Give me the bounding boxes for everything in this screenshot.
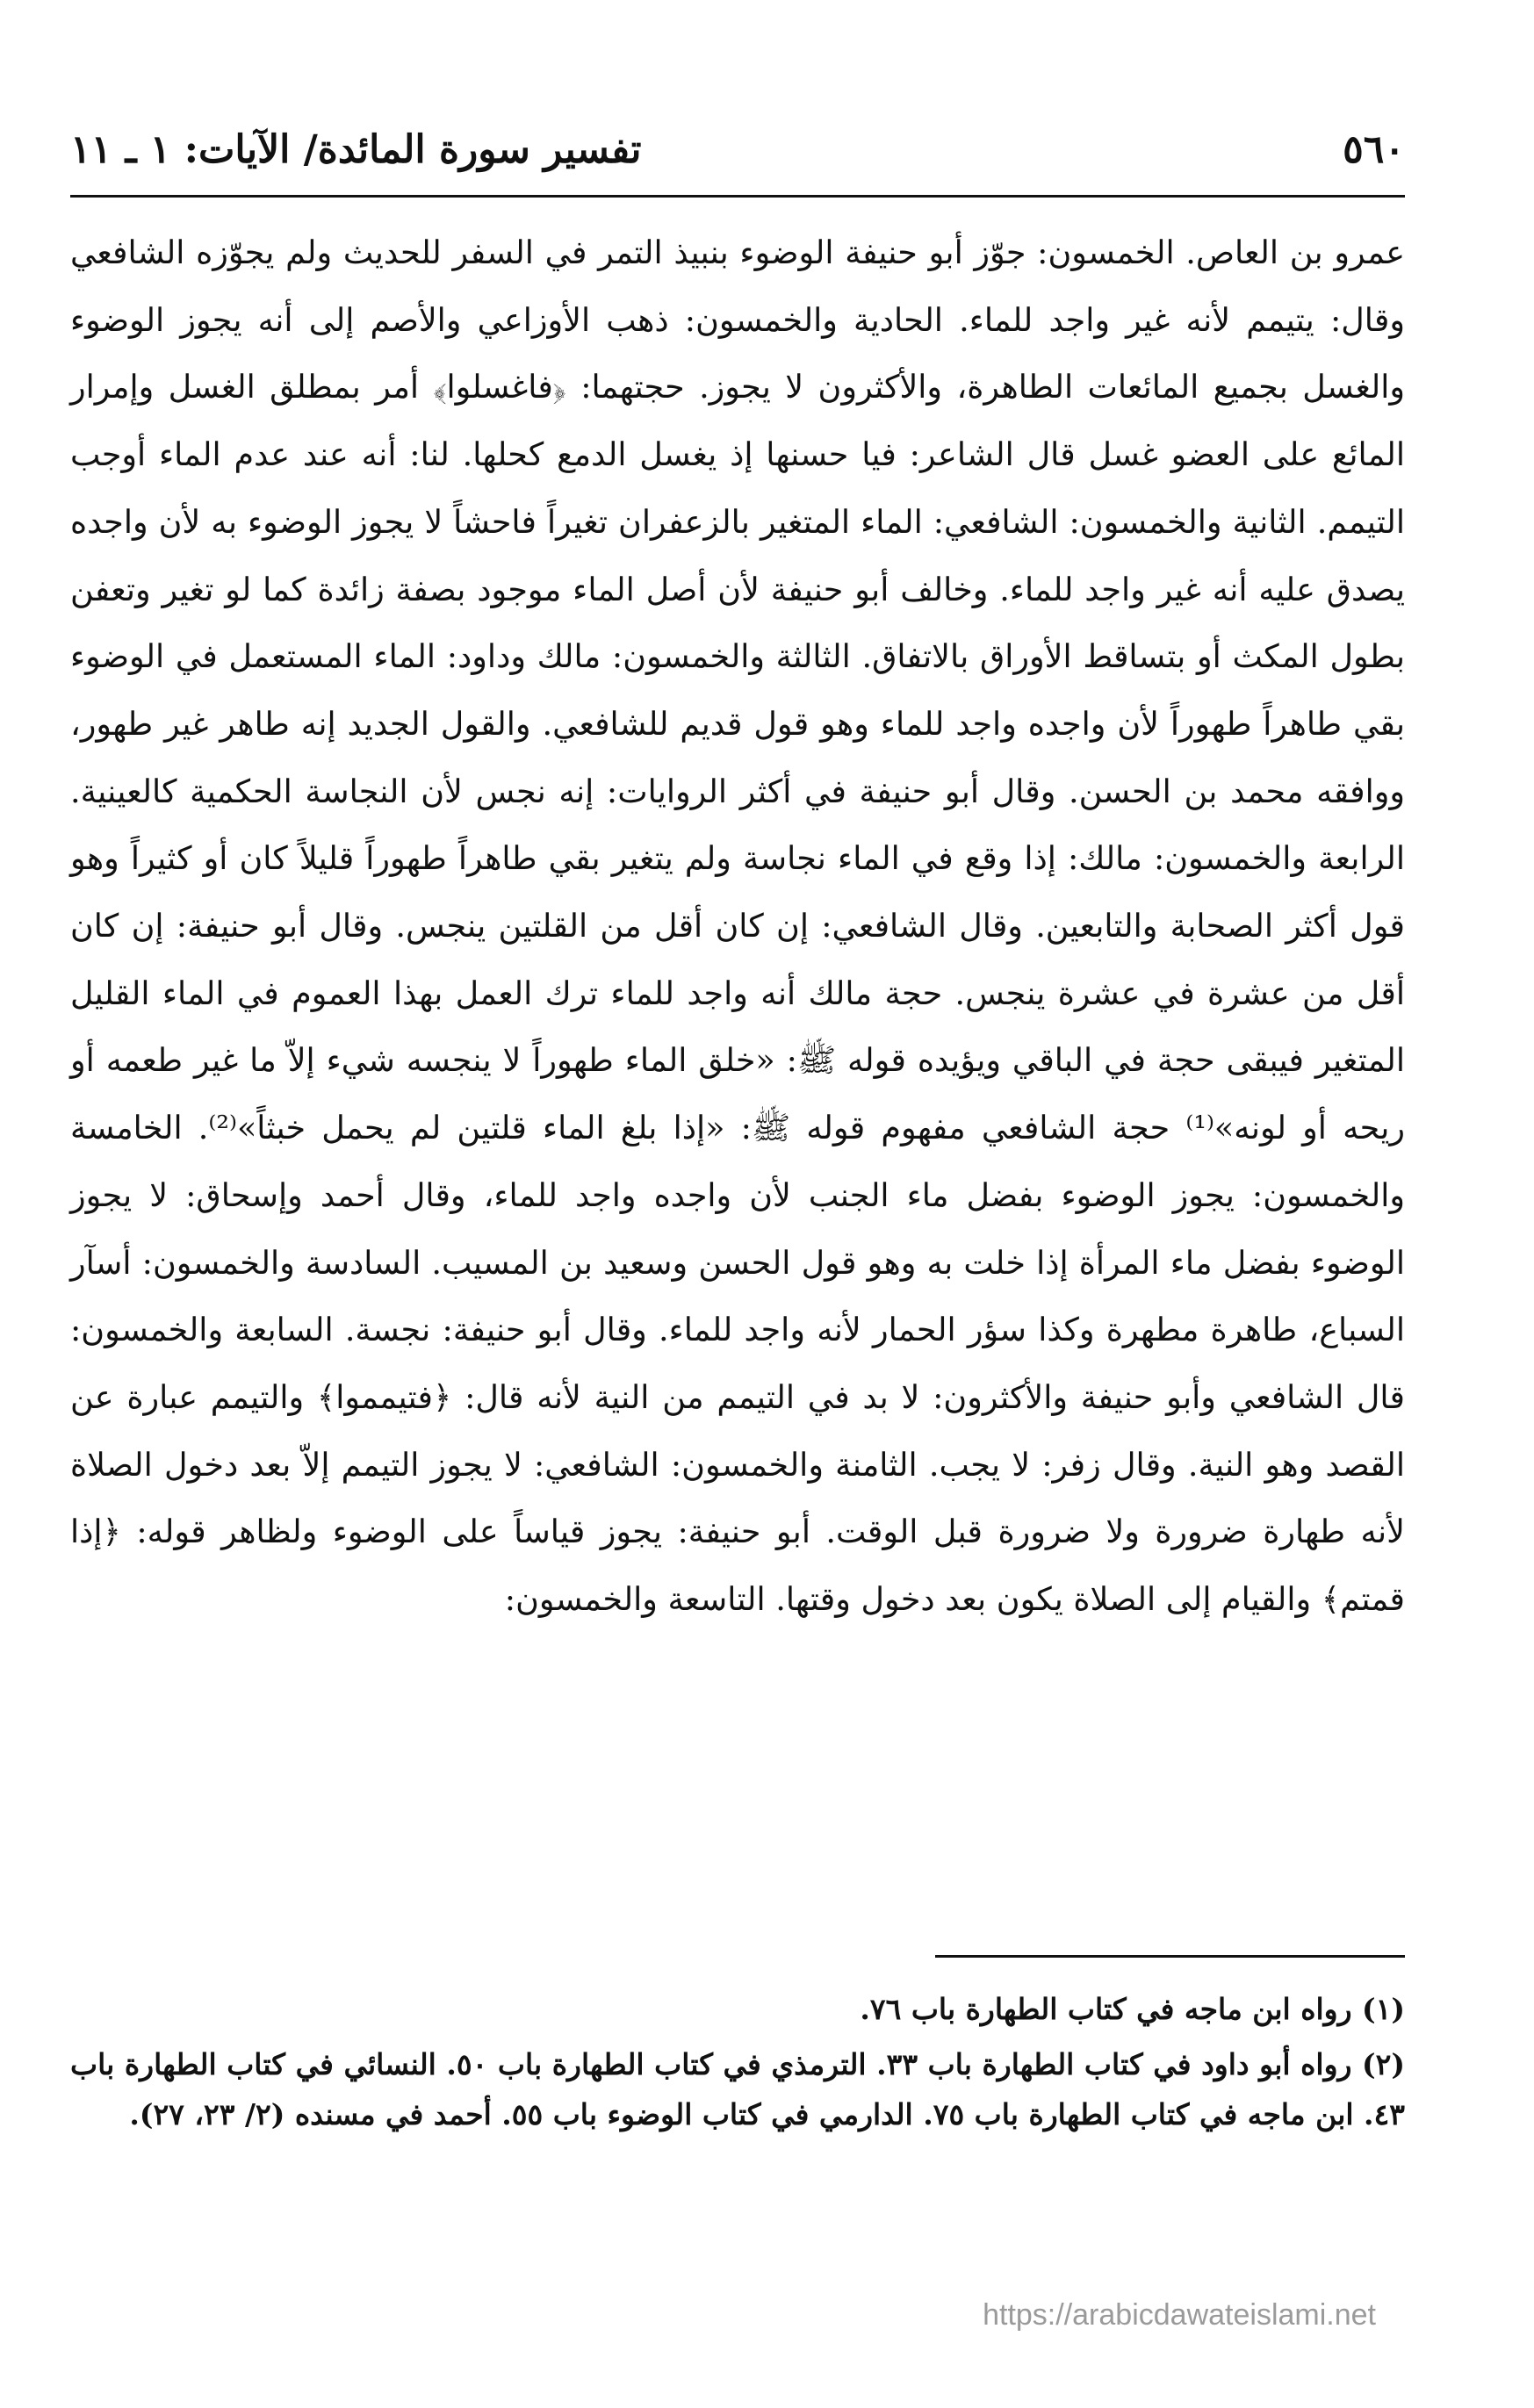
- footnote-1: (١) رواه ابن ماجه في كتاب الطهارة باب ٧٦.: [860, 1992, 1405, 2026]
- body-text: [70, 219, 1405, 1634]
- footnote-2: (٢) رواه أبو داود في كتاب الطهارة باب ٣٣. الترمذي في كتاب الطهارة باب ٥٠. النسائي في كتاب الطهارة باب ٤٣. ابن ماجه في كتاب الطهارة باب ٧٥. الدارمي في كتاب الوضوء باب ٥٥. أحمد في مسنده (٢/ ٢٣، ٢٧).: [70, 2047, 1405, 2131]
- watermark-url: https://arabicdawateislami.net: [983, 2298, 1376, 2332]
- footnotes: [70, 1984, 1405, 2145]
- page-number: ٥٦٠: [1343, 126, 1405, 172]
- running-head: [70, 114, 1405, 184]
- header-rule: [70, 195, 1405, 198]
- running-title: تفسير سورة المائدة/ الآيات: ١ ـ ١١: [70, 126, 642, 172]
- book-page: [70, 114, 1405, 2361]
- body-paragraph: عمرو بن العاص. الخمسون: جوّز أبو حنيفة الوضوء بنبيذ التمر في السفر للحديث ولم يجوّزه الشافعي وقال: يتيمم لأنه غير واجد للماء. الحادية والخمسون: ذهب الأوزاعي والأصم إلى أنه يجوز الوضوء والغسل بجميع المائعات الطاهرة، والأكثرون لا يجوز. حجتهما: ﴿فاغسلوا﴾ أمر بمطلق الغسل وإمرار المائع على العضو غسل قال الشاعر: فيا حسنها إذ يغسل الدمع كحلها. لنا: أنه عند عدم الماء أوجب التيمم. الثانية والخمسون: الشافعي: الماء المتغير بالزعفران تغيراً فاحشاً لا يجوز الوضوء به لأن واجده يصدق عليه أنه غير واجد للماء. وخالف أبو حنيفة لأن أصل الماء موجود بصفة زائدة كما لو تغير وتعفن بطول المكث أو بتساقط الأوراق بالاتفاق. الثالثة والخمسون: مالك وداود: الماء المستعمل في الوضوء بقي طاهراً طهوراً لأن واجده واجد للماء وهو قول قديم للشافعي. والقول الجديد إنه طاهر غير طهور، ووافقه محمد بن الحسن. وقال أبو حنيفة في أكثر الروايات: إنه نجس لأن النجاسة الحكمية كالعينية. الرابعة والخمسون: مالك: إذا وقع في الماء نجاسة ولم يتغير بقي طاهراً طهوراً قليلاً كان أو كثيراً وهو قول أكثر الصحابة والتابعين. وقال الشافعي: إن كان أقل من القلتين ينجس. وقال أبو حنيفة: إن كان أقل من عشرة في عشرة ينجس. حجة مالك أنه واجد للماء ترك العمل بهذا العموم في الماء القليل المتغير فيبقى حجة في الباقي ويؤيده قوله ﷺ: «خلق الماء طهوراً لا ينجسه شيء إلاّ ما غير طعمه أو ريحه أو لونه»⁽¹⁾ حجة الشافعي مفهوم قوله ﷺ: «إذا بلغ الماء قلتين لم يحمل خبثاً»⁽²⁾. الخامسة والخمسون: يجوز الوضوء بفضل ماء الجنب لأن واجده واجد للماء، وقال أحمد وإسحاق: لا يجوز الوضوء بفضل ماء المرأة إذا خلت به وهو قول الحسن وسعيد بن المسيب. السادسة والخمسون: أسآر السباع، طاهرة مطهرة وكذا سؤر الحمار لأنه واجد للماء. وقال أبو حنيفة: نجسة. السابعة والخمسون: قال الشافعي وأبو حنيفة والأكثرون: لا بد في التيمم من النية لأنه قال: ﴿فتيمموا﴾ والتيمم عبارة عن القصد وهو النية. وقال زفر: لا يجب. الثامنة والخمسون: الشافعي: لا يجوز التيمم إلاّ بعد دخول الصلاة لأنه طهارة ضرورة ولا ضرورة قبل الوقت. أبو حنيفة: يجوز قياساً على الوضوء ولظاهر قوله: ﴿إذا قمتم﴾ والقيام إلى الصلاة يكون بعد دخول وقتها. التاسعة والخمسون:: [70, 234, 1406, 1619]
- footnote-rule: [935, 1955, 1405, 1958]
